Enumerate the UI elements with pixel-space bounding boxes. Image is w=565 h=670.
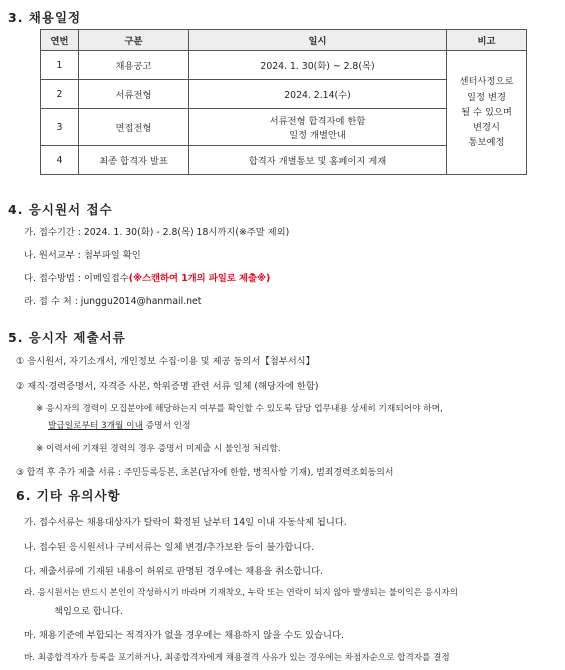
header-note: 비고 <box>447 30 527 51</box>
documents-item-2: ② 재직·경력증명서, 자격증 사본, 학위증명 관련 서류 일체 (해당자에 한함) <box>16 381 319 392</box>
misc-item: 바. 최종합격자가 등록을 포기하거나, 최종합격자에게 채용결격 사유가 있는 경우에는 차점자순으로 합격자를 결정 <box>24 653 450 663</box>
header-no: 연번 <box>41 30 79 51</box>
application-method-text: 다. 접수방법 : 이메일접수 <box>24 273 129 284</box>
documents-note-underline: 발급일로부터 3개월 이내 <box>48 421 143 431</box>
row-datetime: 2024. 2.14(수) <box>189 80 447 109</box>
row-datetime: 2024. 1. 30(화) ~ 2.8(목) <box>189 51 447 80</box>
application-method-highlight: (※스캔하여 1개의 파일로 제출※) <box>128 273 271 284</box>
misc-item: 나. 접수된 응시원서나 구비서류는 일체 변경/추가보완 등이 불가합니다. <box>24 542 315 553</box>
section-heading-schedule: 3. 채용일정 <box>8 10 82 25</box>
documents-note-rest: 증명서 인정 <box>142 421 191 431</box>
section-heading-application: 4. 응시원서 접수 <box>8 202 113 217</box>
misc-item: 라. 응시원서는 반드시 본인이 작성하시기 바라며 기재착오, 누락 또는 연락이 되지 않아 발생되는 불이익은 응시자의 <box>24 588 458 598</box>
row-category: 채용공고 <box>79 51 189 80</box>
note-line: 일정 변경 <box>467 91 506 103</box>
row-category: 면접전형 <box>79 109 189 146</box>
note-line: 될 수 있으며 <box>461 106 512 118</box>
datetime-line: 일정 개별안내 <box>289 130 346 141</box>
documents-note-1: ※ 응시자의 경력이 모집분야에 해당하는지 여부를 확인할 수 있도록 담당 업무내용 상세히 기재되어야 하며, <box>36 404 443 414</box>
row-datetime: 합격자 개별통보 및 홈페이지 게재 <box>189 146 447 175</box>
table-row <box>41 51 527 80</box>
application-method <box>24 270 270 284</box>
misc-item: 가. 접수서류는 채용대상자가 탈락이 확정된 날부터 14일 이내 자동삭제 됩니다. <box>24 517 347 528</box>
application-period: 가. 접수기간 : 2024. 1. 30(화) - 2.8(목) 18시까지(※주말 제외) <box>24 227 290 238</box>
misc-item: 다. 제출서류에 기재된 내용이 허위로 판명된 경우에는 채용을 취소합니다. <box>24 566 323 577</box>
documents-note-2: ※ 이력서에 기재된 경력의 경우 증명서 미제출 시 불인정 처리함. <box>36 444 281 454</box>
row-category: 서류전형 <box>79 80 189 109</box>
row-no: 3 <box>41 109 79 146</box>
application-email[interactable]: 라. 접 수 처 : junggu2014@hanmail.net <box>24 296 202 307</box>
row-datetime <box>189 109 447 146</box>
table-header-row <box>41 30 527 51</box>
datetime-line: 서류전형 합격자에 한함 <box>269 116 366 127</box>
application-form: 나. 원서교부 : 첨부파일 확인 <box>24 250 141 261</box>
header-category: 구분 <box>79 30 189 51</box>
documents-item-3: ③ 합격 후 추가 제출 서류 : 주민등록등본, 초본(남자에 한함, 병적사항 기재), 범죄경력조회동의서 <box>16 468 394 478</box>
header-datetime: 일시 <box>189 30 447 51</box>
row-category: 최종 합격자 발표 <box>79 146 189 175</box>
documents-note-1-cont <box>48 419 190 431</box>
misc-item-cont: 책임으로 합니다. <box>54 606 123 617</box>
documents-item-1: ① 응시원서, 자기소개서, 개인정보 수집·이용 및 제공 동의서【첨부서식】 <box>16 356 315 367</box>
note-line: 변경시 <box>473 122 500 134</box>
row-no: 1 <box>41 51 79 80</box>
note-line: 통보예정 <box>468 137 505 149</box>
section-heading-misc: 6. 기타 유의사항 <box>16 488 121 503</box>
note-line: 센터사정으로 <box>459 76 514 88</box>
row-no: 4 <box>41 146 79 175</box>
schedule-note <box>447 51 527 175</box>
row-no: 2 <box>41 80 79 109</box>
schedule-table <box>40 29 527 175</box>
section-heading-documents: 5. 응시자 제출서류 <box>8 330 126 345</box>
misc-item: 마. 채용기준에 부합되는 적격자가 없을 경우에는 채용하지 않을 수도 있습니다. <box>24 630 344 641</box>
